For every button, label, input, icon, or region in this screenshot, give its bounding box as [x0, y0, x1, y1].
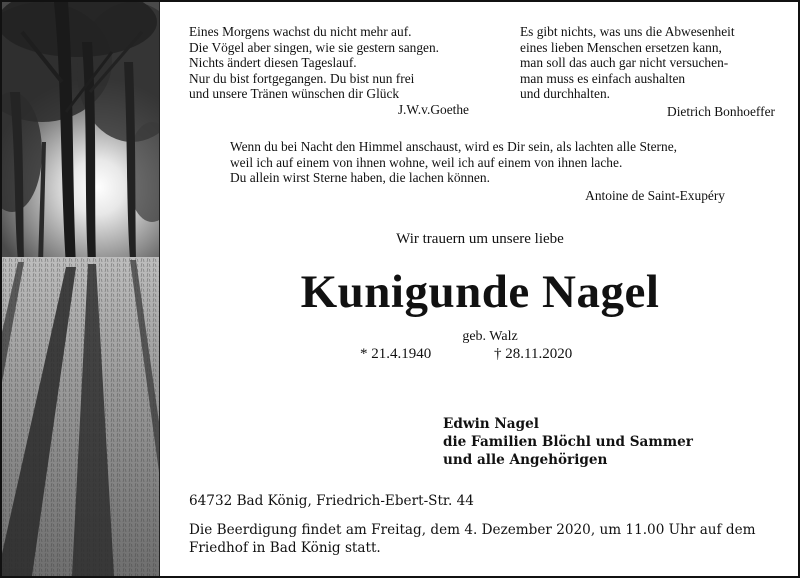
poem-author: J.W.v.Goethe [397, 101, 469, 117]
poem-goethe [189, 24, 469, 118]
poem-line: man soll das auch gar nicht versuchen- [520, 55, 729, 71]
poem-author: Antoine de Saint-Exupéry [585, 187, 725, 203]
poem-line: Es gibt nichts, was uns die Abwesenheit [520, 24, 735, 39]
mourner-line: und alle Angehörigen [443, 452, 608, 468]
funeral-info: Die Beerdigung findet am Freitag, dem 4. Dezember 2020, um 11.00 Uhr auf dem Friedhof in Bad König statt. [189, 522, 756, 556]
mourner-line: Edwin Nagel [443, 416, 539, 432]
mourning-intro: Wir trauern um unsere liebe [396, 231, 564, 247]
poem-line: weil ich auf einem von ihnen wohne, weil ich auf einem von ihnen lache. [230, 154, 623, 170]
poem-line: Die Vögel aber singen, wie sie gestern sangen. [189, 39, 440, 55]
poem-line: Nichts ändert diesen Tageslauf. [189, 55, 357, 71]
birth-date: * 21.4.1940 [360, 346, 432, 362]
poem-line: und durchhalten. [520, 86, 610, 102]
poem-author: Dietrich Bonhoeffer [667, 103, 775, 119]
mourner-line: die Familien Blöchl und Sammer [443, 434, 693, 450]
poem-line: Wenn du bei Nacht den Himmel anschaust, wird es Dir sein, als lachten alle Sterne, [230, 139, 678, 154]
poem-line: Nur du bist fortgegangen. Du bist nun frei [189, 70, 415, 86]
tree-photo [2, 2, 160, 576]
mourners-list [443, 415, 693, 469]
poem-line: Eines Morgens wachst du nicht mehr auf. [189, 24, 412, 39]
tree-photo-image [2, 2, 159, 576]
poem-line: Du allein wirst Sterne haben, die lachen können. [230, 170, 490, 186]
poem-bonhoeffer [520, 24, 775, 120]
poem-line: eines lieben Menschen ersetzen kann, [520, 39, 722, 55]
address: 64732 Bad König, Friedrich-Ebert-Str. 44 [189, 493, 474, 509]
poem-line: man muss es einfach aushalten [520, 70, 686, 86]
poem-line: und unsere Tränen wünschen dir Glück [189, 86, 400, 102]
death-date: † 28.11.2020 [494, 346, 573, 362]
maiden-name: geb. Walz [462, 329, 518, 344]
poem-exupery [230, 139, 725, 203]
deceased-name: Kunigunde Nagel [300, 266, 660, 318]
